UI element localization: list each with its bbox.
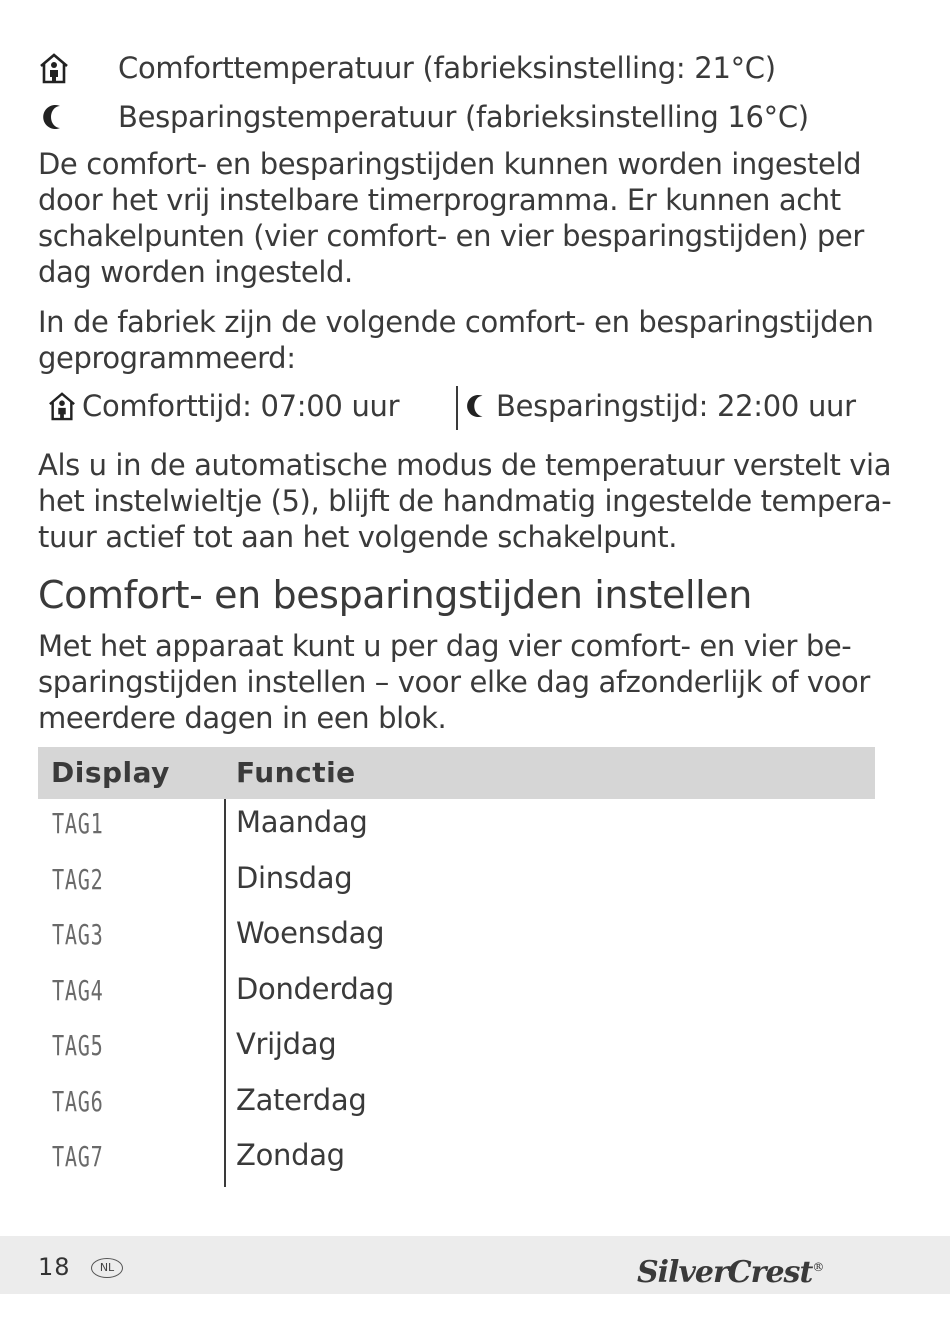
text-line: sparingstijden instellen – voor elke dag afzonderlijk of voor [38,665,870,699]
day-name: Vrijdag [236,1027,337,1061]
moon-icon [466,393,488,419]
lcd-display-code: TAG5 [52,1029,104,1062]
factory-times-row [38,382,878,430]
text-line: Met het apparaat kunt u per dag vier comfort- en vier be- [38,629,852,663]
day-name: Dinsdag [236,860,353,895]
moon-icon [38,101,70,133]
day-name: Zaterdag [236,1082,367,1117]
text-line: meerdere dagen in een blok. [38,701,447,735]
day-name: Donderdag [236,971,395,1006]
table-row [38,1021,875,1077]
page-number: 18 [38,1253,71,1281]
day-table [38,747,875,1188]
text-line: De comfort- en besparingstijden kunnen worden ingesteld [38,147,862,181]
legend-saving-text: Besparingstemperatuur (fabrieksinstelling 16°C) [118,100,809,134]
text-line: het instelwieltje (5), blijft de handmatig ingestelde tempera- [38,484,892,518]
brand-name: SilverCrest [637,1255,813,1290]
lcd-display-code: TAG7 [52,1140,104,1173]
lcd-display-code: TAG2 [52,862,104,896]
legend-saving [38,97,809,137]
house-person-icon [38,52,70,84]
text-line: dag worden ingesteld. [38,255,353,289]
table-row [38,910,875,966]
legend-comfort-text: Comforttemperatuur (fabrieksinstelling: 21°C) [118,51,776,85]
paragraph-factory-settings [38,304,874,376]
header-display: Display [51,756,170,789]
text-line: door het vrij instelbare timerprogramma. Er kunnen acht [38,183,841,217]
table-row [38,966,875,1022]
language-badge: NL [91,1258,123,1278]
saving-time-text: Besparingstijd: 22:00 uur [496,389,856,423]
text-line: tuur actief tot aan het volgende schakelpunt. [38,520,678,554]
brand-logo [637,1242,823,1298]
day-name: Woensdag [236,916,385,950]
section-title: Comfort- en besparingstijden instellen [38,573,752,617]
header-function: Functie [236,756,356,789]
text-line: schakelpunten (vier comfort- en vier besparingstijden) per [38,219,864,253]
lcd-display-code: TAG4 [52,973,104,1007]
comfort-time-text: Comforttijd: 07:00 uur [82,389,400,423]
table-row [38,799,875,855]
table-header [38,747,875,799]
divider [456,386,458,430]
table-row [38,1077,875,1133]
table-row [38,855,875,911]
day-name: Maandag [236,805,368,839]
text-line: Als u in de automatische modus de temperatuur verstelt via [38,448,892,482]
lcd-display-code: TAG3 [52,918,104,951]
paragraph-set-times [38,628,868,736]
day-name: Zondag [236,1138,345,1172]
lcd-display-code: TAG1 [52,807,104,840]
paragraph-manual-mode [38,447,892,555]
page-footer [0,1236,950,1294]
text-line: In de fabriek zijn de volgende comfort- en besparingstijden [38,305,874,339]
saving-time [466,382,856,430]
legend-comfort [38,48,776,88]
comfort-time [48,382,399,430]
paragraph-timer-intro [38,146,868,290]
table-row [38,1132,875,1188]
text-line: geprogrammeerd: [38,341,296,375]
house-person-icon [48,391,76,421]
lcd-display-code: TAG6 [52,1084,104,1118]
registered-mark: ® [812,1260,824,1274]
